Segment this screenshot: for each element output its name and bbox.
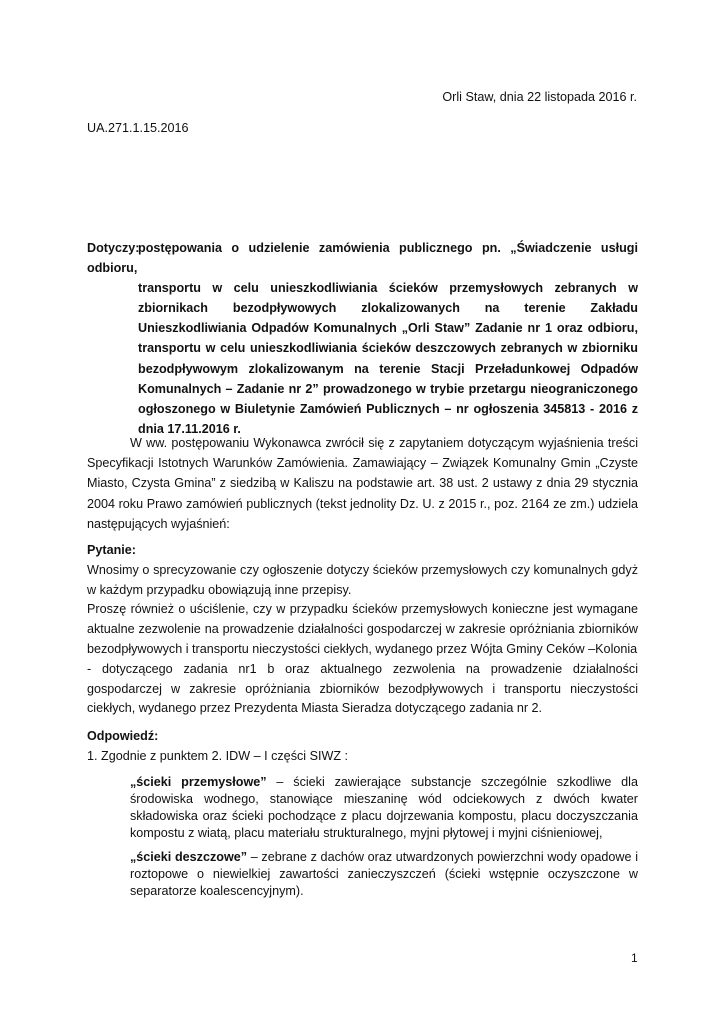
reference-number: UA.271.1.15.2016 [87,121,189,135]
answer-item: 1. Zgodnie z punktem 2. IDW – I części SIWZ : [87,748,349,763]
definitions-list [130,774,638,900]
question-paragraph: - dotyczącego zadania nr1 b oraz aktualnego zezwolenia na prowadzenie działalności gospodarczej w zakresie opróżniania zbiorników bezodpływowych i transportu nieczystości ciekłych, wydanego przez Prezydenta Miasta Sieradza dotyczącego zadania nr 2. [87,661,638,716]
question-section [87,541,638,719]
definition-item [130,774,638,842]
subject-label: Dotyczy: [87,241,140,255]
subject-rest: transportu w celu unieszkodliwiania ścieków przemysłowych zebranych w zbiornikach bezodpływowych zlokalizowanych na terenie Zakładu Unieszkodliwiania Odpadów Komunalnych „Orli Staw” Zadanie nr 1 oraz odbioru, transportu w celu unieszkodliwiania ścieków deszczowych zebranych w zbiorniku bezodpływowym zlokalizowanym na terenie Stacji Przeładunkowej Odpadów Komunalnych – Zadanie nr 2” prowadzonego w trybie przetargu nieograniczonego ogłoszonego w Biuletynie Zamówień Publicznych – nr ogłoszenia 345813 - 2016 z dnia 17.11.2016 r. [138,281,638,436]
definition-item [130,849,638,900]
subject-block [87,238,638,439]
definition-term: „ścieki deszczowe” [130,849,248,864]
subject-first-line [87,238,638,278]
page-number: 1 [631,951,638,965]
question-paragraph: Proszę również o uściślenie, czy w przypadku ścieków przemysłowych konieczne jest wymagane aktualne zezwolenie na prowadzenie działalności gospodarczej w zakresie opróżniania zbiorników bezodpływowych i transportu nieczystości ciekłych, wydanego przez Wójta Gminy Ceków –Kolonia [87,602,638,656]
definition-text: – zebrane z dachów oraz utwardzonych powierzchni wody opadowe i roztopowe o niewielkiej zawartości zanieczyszczeń (ścieki wstępnie oczyszczone w separatorze koalescencyjnym). [130,849,638,898]
question-paragraph: Wnosimy o sprecyzowanie czy ogłoszenie dotyczy ścieków przemysłowych czy komunalnych gdyż w każdym przypadku obowiązują inne przepisy. [87,562,638,597]
definition-term: „ścieki przemysłowe” [130,774,267,789]
answer-section [87,727,638,907]
definition-text: – ścieki zawierające substancje szczególnie szkodliwe dla środowiska wodnego, stanowiące mieszaninę wód odciekowych z dwóch kwater składowiska oraz ścieki pochodzące z placu dojrzewania kompostu, placu doczyszczania kompostu z wiatą, placu materiału strukturalnego, myjni płytowej i myjni ciśnieniowej, [130,774,638,840]
intro-paragraph: W ww. postępowaniu Wykonawca zwrócił się z zapytaniem dotyczącym wyjaśnienia treści Specyfikacji Istotnych Warunków Zamówienia. Zamawiający – Związek Komunalny Gmin „Czyste Miasto, Czysta Gmina” z siedzibą w Kaliszu na podstawie art. 38 ust. 2 ustawy z dnia 29 stycznia 2004 roku Prawo zamówień publicznych (tekst jednolity Dz. U. z 2015 r., poz. 2164 ze zm.) udziela następujących wyjaśnień: [87,436,638,531]
place-date: Orli Staw, dnia 22 listopada 2016 r. [442,90,637,104]
question-heading: Pytanie: [87,543,136,557]
subject-first-text: postępowania o udzielenie zamówienia publicznego pn. „Świadczenie usługi odbioru, [87,241,638,276]
answer-heading: Odpowiedź: [87,729,159,743]
